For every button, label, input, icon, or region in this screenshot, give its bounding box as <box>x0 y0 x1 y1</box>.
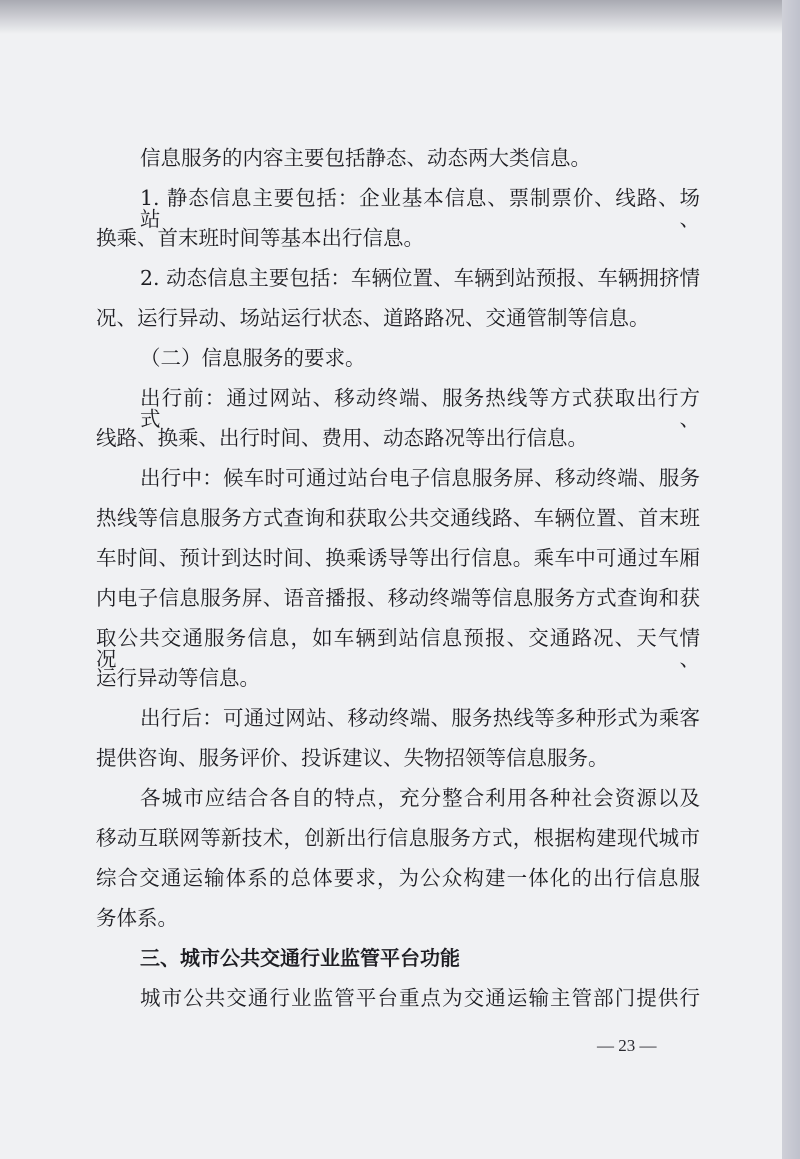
section-subheading: （二）信息服务的要求。 <box>140 346 366 370</box>
section-heading: 三、城市公共交通行业监管平台功能 <box>140 946 460 970</box>
page-number: — 23 — <box>597 1036 657 1055</box>
body-line: 城市公共交通行业监管平台重点为交通运输主管部门提供行 <box>140 986 700 1010</box>
body-line: 运行异动等信息。 <box>96 666 260 690</box>
body-line: 提供咨询、服务评价、投诉建议、失物招领等信息服务。 <box>96 746 609 770</box>
body-line: 换乘、首末班时间等基本出行信息。 <box>96 226 424 250</box>
body-line: 各城市应结合各自的特点，充分整合利用各种社会资源以及 <box>140 786 700 810</box>
body-line: 务体系。 <box>96 906 178 930</box>
body-line: 移动互联网等新技术，创新出行信息服务方式，根据构建现代城市 <box>96 826 700 850</box>
scan-right-edge <box>782 0 800 1159</box>
body-line: 出行前：通过网站、移动终端、服务热线等方式获取出行方式、 <box>140 386 700 431</box>
body-line: 况、运行异动、场站运行状态、道路路况、交通管制等信息。 <box>96 306 650 330</box>
body-line: 热线等信息服务方式查询和获取公共交通线路、车辆位置、首末班 <box>96 506 700 530</box>
body-line: 信息服务的内容主要包括静态、动态两大类信息。 <box>140 146 591 170</box>
body-line: 线路、换乘、出行时间、费用、动态路况等出行信息。 <box>96 426 588 450</box>
body-line: 2. 动态信息主要包括：车辆位置、车辆到站预报、车辆拥挤情 <box>140 266 700 290</box>
body-line: 车时间、预计到达时间、换乘诱导等出行信息。乘车中可通过车厢 <box>96 546 700 570</box>
body-line: 出行后：可通过网站、移动终端、服务热线等多种形式为乘客 <box>140 706 700 730</box>
body-line: 综合交通运输体系的总体要求，为公众构建一体化的出行信息服 <box>96 866 700 890</box>
scan-top-shadow <box>0 0 782 34</box>
body-line: 出行中：候车时可通过站台电子信息服务屏、移动终端、服务 <box>140 466 700 490</box>
body-line: 内电子信息服务屏、语音播报、移动终端等信息服务方式查询和获 <box>96 586 700 610</box>
body-line: 取公共交通服务信息，如车辆到站信息预报、交通路况、天气情况、 <box>96 626 700 671</box>
body-line: 1. 静态信息主要包括：企业基本信息、票制票价、线路、场站、 <box>140 186 700 231</box>
